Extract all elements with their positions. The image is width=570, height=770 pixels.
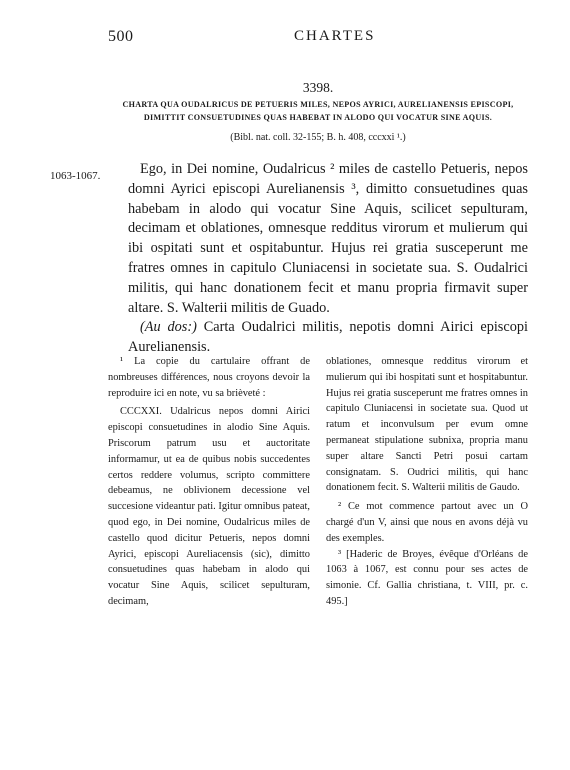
- charter-text-block: [128, 160, 528, 358]
- footnotes-right-column: [326, 354, 528, 610]
- cartulary-copy-continued: oblationes, omnesque redditus virorum et mulierum qui ibi hospitati sunt et hospitabuntur. Hujus rei gratia susceperunt me fratres omnes in capitulo Cluniacensi in societate sua. Quod ut ratum et inconvulsum per evum omne permaneat stipulatione subnixa, propria manu super altare Sancti Petri posui cartam consignatam. S. Oudrici militis, qui hanc donationem fecit. S. Walterii militis de Gaudo.: [326, 356, 528, 494]
- page-header: [108, 28, 528, 48]
- running-title: CHARTES: [294, 28, 376, 44]
- footnotes-left-column: [108, 354, 310, 610]
- footnote-2: ² Ce mot commence partout avec un O chargé d'un V, ainsi que nous en avons déjà vu des exemples.: [326, 501, 528, 544]
- footnote-1: ¹ La copie du cartulaire offrant de nombreuses différences, nous croyons devoir la reproduire ici en note, vu sa brièveté :: [108, 356, 310, 399]
- charter-date: 1063-1067.: [50, 170, 101, 182]
- footnote-3: ³ [Haderic de Broyes, évêque d'Orléans de 1063 à 1067, est connu pour ses actes de simonie. Cf. Gallia christiana, t. VIII, pr. c. 495.]: [326, 548, 528, 607]
- cartulary-copy: CCCXXI. Udalricus nepos domni Airici episcopi consuetudines in alodio Sine Aquis. Priscorum patrum usu et auctoritate informamur, ut ea de quibus nobis succedentes certos reddere volumus, scripto committere debeamus, ne oblivionem decessione vel succesione videantur pati. Igitur omnibus pateat, quod ego, in Dei nomine, Oudalricus miles de castello quod dicitur Petueris, nepos domni Ayrici, episcopi Aureliacensis (sic), dimitto consuetudines quas habebam in alodo qui vocatur Sine Aquis, scilicet sepulturam, decimam,: [108, 406, 310, 607]
- charter-body: Ego, in Dei nomine, Oudalricus ² miles de castello Petueris, nepos domni Ayrici episcopi Aurelianensis ³, dimitto consuetudines quas habebam in alodo qui vocatur Sine Aquis, scilicet sepulturam, decimam et oblationes, omnesque redditus virorum et mulierum qui ibi ospitati sunt et ospitabuntur. Hujus rei gratia susceperunt me fratres omnes in capitulo Cluniacensi in societate sua. S. Oudalrici militis, qui hanc donationem fecit et manu propria firmavit super altare. S. Walterii militis de Guado.: [128, 161, 528, 316]
- dorsal-note: [128, 318, 528, 358]
- dorsal-label: (Au dos:): [140, 319, 197, 336]
- charter-number: 3398.: [302, 80, 334, 95]
- source-reference: (Bibl. nat. coll. 32-155; B. h. 408, cccxxi ¹.): [230, 132, 406, 143]
- charter-rubric: CHARTA QUA OUDALRICUS DE PETUERIS MILES, NEPOS AYRICI, AURELIANENSIS EPISCOPI, DIMITTIT CONSUETUDINES QUAS HABEBAT IN ALODO QUI VOCATUR SINE AQUIS.: [122, 100, 514, 122]
- dorsal-text: Carta Oudalrici militis, nepotis domni Airici episcopi Aurelianensis.: [128, 319, 528, 356]
- page-number: 500: [108, 28, 134, 45]
